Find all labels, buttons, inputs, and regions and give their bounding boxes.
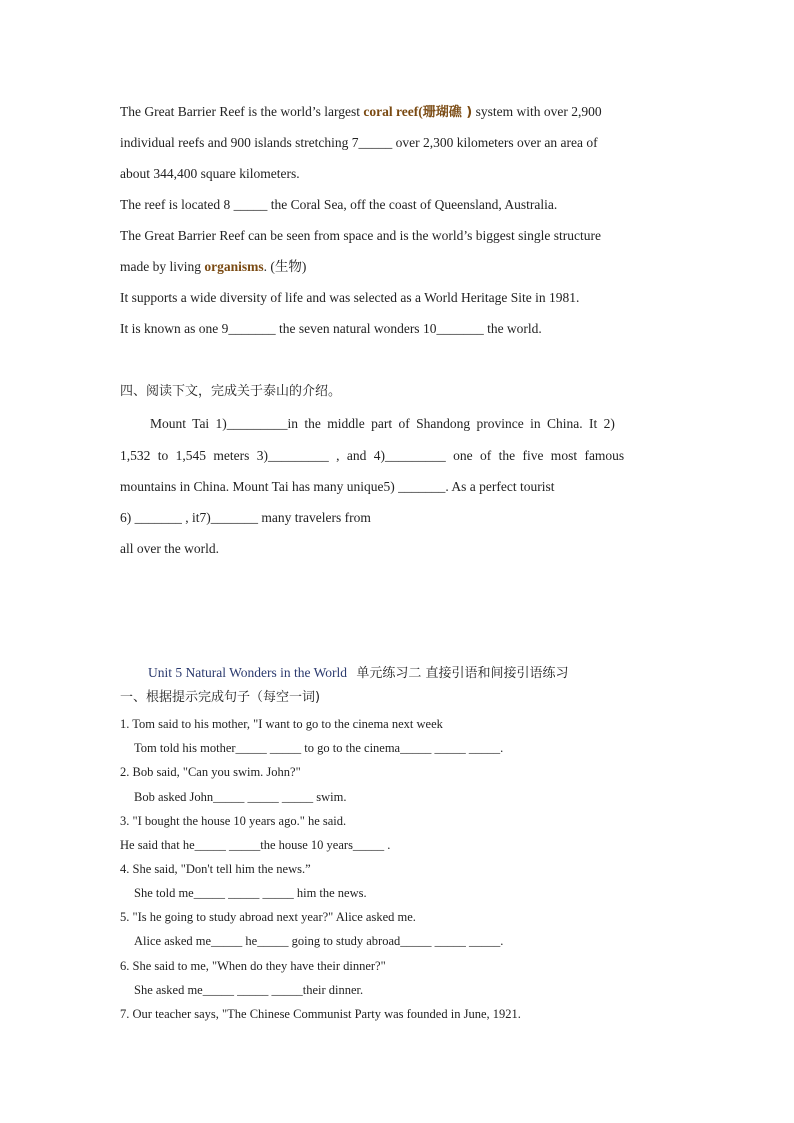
unit-title-row [148,664,569,683]
reef-line-2: individual reefs and 900 islands stretching 7_____ over 2,300 kilometers over an area of [120,135,598,150]
exercise-question: 3. "I bought the house 10 years ago." he said. [120,814,347,828]
exercise-answer: He said that he_____ _____the house 10 years_____ . [120,838,391,852]
taishan-line-5: all over the world. [120,541,219,556]
exercise-question: 6. She said to me, "When do they have their dinner?" [120,959,386,973]
reef-line-1: The Great Barrier Reef is the world’s largest coral reef(珊瑚礁 ) system with over 2,900 [120,104,602,120]
reef-line-5: The Great Barrier Reef can be seen from space and is the world’s biggest single structure [120,228,601,243]
reef-line-8: It is known as one 9_______ the seven natural wonders 10_______ the world. [120,321,542,336]
taishan-line-4: 6) _______ , it7)_______ many travelers from [120,510,371,525]
exercise-question: 5. "Is he going to study abroad next year?" Alice asked me. [120,910,416,924]
unit-subtitle: 单元练习二 直接引语和间接引语练习 [356,666,569,681]
exercise-answer: Bob asked John_____ _____ _____ swim. [134,790,347,804]
organisms-term: organisms [204,259,264,274]
exercise-section-heading: 一、根据提示完成句子（每空一词) [120,690,321,705]
taishan-line-3: mountains in China. Mount Tai has many unique5) _______. As a perfect tourist [120,479,555,494]
exercise-answer: She told me_____ _____ _____ him the news. [134,886,367,900]
unit-title: Unit 5 Natural Wonders in the World [148,665,348,680]
exercise-answer: Alice asked me_____ he_____ going to study abroad_____ _____ _____. [134,934,504,948]
coral-reef-term: coral reef( [363,104,423,119]
reef-line-3: about 344,400 square kilometers. [120,166,300,181]
exercise-answer: She asked me_____ _____ _____their dinner. [134,983,364,997]
reef-line-6: made by living organisms. (生物) [120,259,307,274]
exercise-question: 4. She said, "Don't tell him the news.” [120,862,311,876]
exercise-question: 7. Our teacher says, "The Chinese Communist Party was founded in June, 1921. [120,1007,521,1021]
taishan-heading: 四、阅读下文，完成关于泰山的介绍。 [120,384,342,399]
exercise-answer: Tom told his mother_____ _____ to go to the cinema_____ _____ _____. [134,741,504,755]
reef-line-4: The reef is located 8 _____ the Coral Sea, off the coast of Queensland, Australia. [120,197,558,212]
reef-line-7: It supports a wide diversity of life and was selected as a World Heritage Site in 1981. [120,290,580,305]
coral-reef-gloss: 珊瑚礁 ) [422,105,473,120]
exercise-question: 2. Bob said, "Can you swim. John?" [120,765,301,779]
exercise-question: 1. Tom said to his mother, "I want to go to the cinema next week [120,717,443,731]
taishan-line-1: Mount Tai 1)_________in the middle part of Shandong province in China. It 2) [150,416,615,431]
taishan-line-2: 1,532 to 1,545 meters 3)_________ , and 4)_________ one of the five most famous [120,448,625,463]
